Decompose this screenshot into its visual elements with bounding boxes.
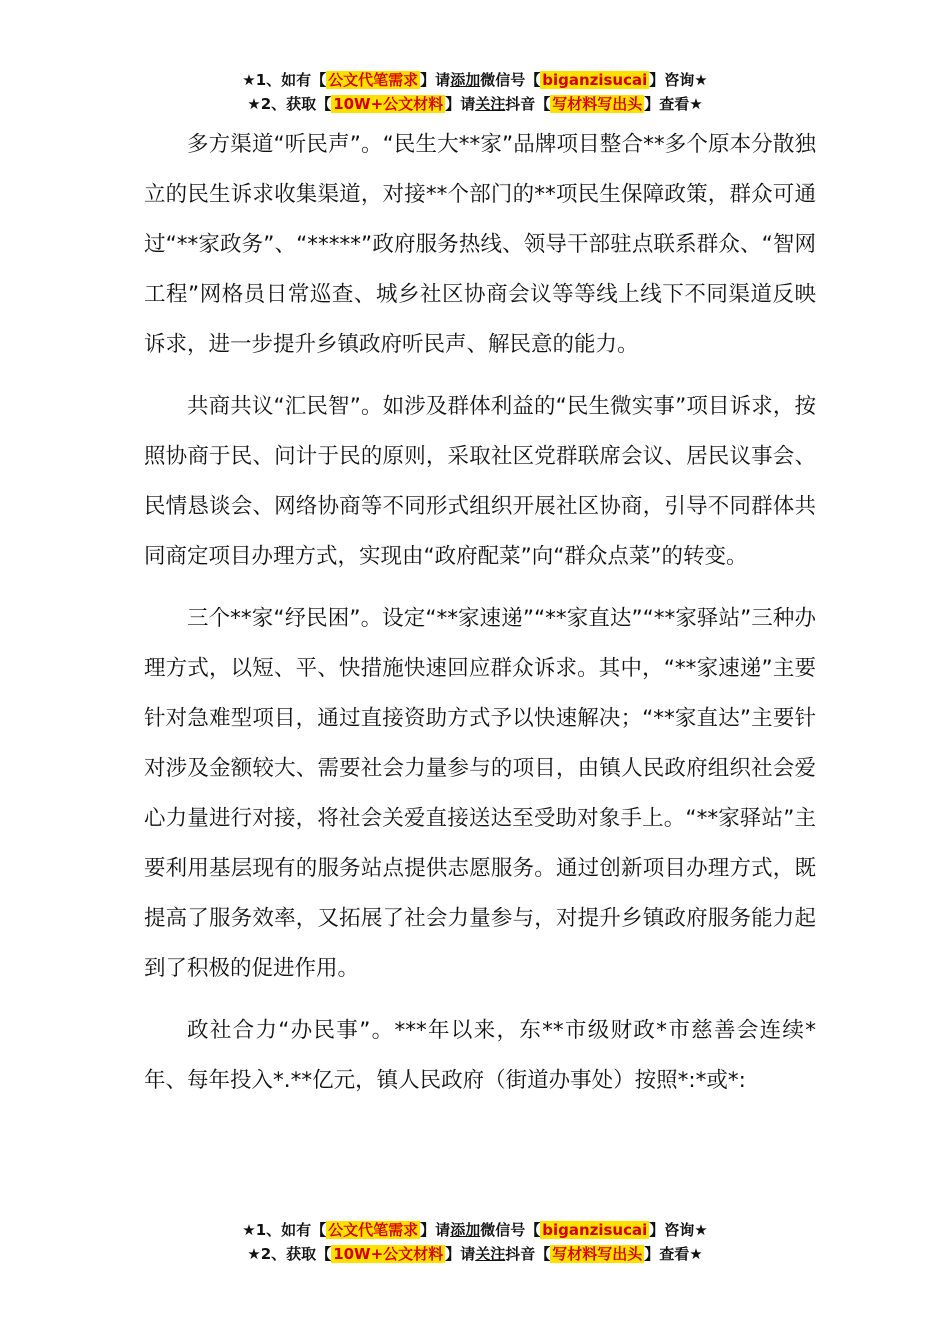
banner-text: 】咨询★: [649, 71, 708, 89]
banner-line-2: [0, 1242, 950, 1266]
paragraph-2: 共商共议“汇民智”。如涉及群体利益的“民生微实事”项目诉求，按照协商于民、问计于民的原则，采取社区党群联席会议、居民议事会、民情恳谈会、网络协商等不同形式组织开展社区协商，引导不同群体共同商定项目办理方式，实现由“政府配菜”向“群众点菜”的转变。: [144, 394, 816, 569]
banner-text: ★2、获取【: [247, 95, 332, 113]
highlight-douyin-id: 写材料写出头: [552, 95, 643, 113]
highlight-materials: 10W+公文材料: [333, 95, 444, 113]
banner-underline-text: 关注: [475, 1245, 506, 1263]
document-body: [144, 120, 816, 1118]
banner-text: 】查看★: [644, 95, 703, 113]
banner-text: 】请: [420, 1221, 451, 1239]
banner-text: 抖音【: [505, 95, 551, 113]
banner-line-1: [0, 1218, 950, 1242]
highlight-ghostwriting: 公文代笔需求: [328, 1221, 419, 1239]
banner-underline-text: 添加: [450, 1221, 481, 1239]
highlight-wechat-id: biganzisucai: [542, 1221, 648, 1239]
header-banner: [0, 68, 950, 116]
highlight-materials: 10W+公文材料: [333, 1245, 444, 1263]
highlight-ghostwriting: 公文代笔需求: [328, 71, 419, 89]
banner-underline-text: 关注: [475, 95, 506, 113]
banner-text: ★1、如有【: [242, 71, 327, 89]
banner-text: 】请: [445, 1245, 476, 1263]
footer-banner: [0, 1218, 950, 1266]
banner-line-2: [0, 92, 950, 116]
paragraph-4: 政社合力“办民事”。***年以来，东**市级财政*市慈善会连续*年、每年投入*.**亿元，镇人民政府（街道办事处）按照*:*或*:: [144, 1018, 816, 1093]
banner-text: 】查看★: [644, 1245, 703, 1263]
banner-text: 】请: [420, 71, 451, 89]
paragraph-3: 三个**家“纾民困”。设定“**家速递”“**家直达”“**家驿站”三种办理方式，以短、平、快措施快速回应群众诉求。其中，“**家速递”主要针对急难型项目，通过直接资助方式予以快速解决；“**家直达”主要针对涉及金额较大、需要社会力量参与的项目，由镇人民政府组织社会爱心力量进行对接，将社会关爱直接送达至受助对象手上。“**家驿站”主要利用基层现有的服务站点提供志愿服务。通过创新项目办理方式，既提高了服务效率，又拓展了社会力量参与，对提升乡镇政府服务能力起到了积极的促进作用。: [144, 606, 816, 981]
banner-text: 微信号【: [480, 1221, 541, 1239]
banner-text: 微信号【: [480, 71, 541, 89]
banner-text: 】咨询★: [649, 1221, 708, 1239]
highlight-wechat-id: biganzisucai: [542, 71, 648, 89]
banner-underline-text: 添加: [450, 71, 481, 89]
banner-line-1: [0, 68, 950, 92]
banner-text: ★1、如有【: [242, 1221, 327, 1239]
highlight-douyin-id: 写材料写出头: [552, 1245, 643, 1263]
banner-text: 抖音【: [505, 1245, 551, 1263]
banner-text: 】请: [445, 95, 476, 113]
paragraph-1: 多方渠道“听民声”。“民生大**家”品牌项目整合**多个原本分散独立的民生诉求收集渠道，对接**个部门的**项民生保障政策，群众可通过“**家政务”、“*****”政府服务热线、领导干部驻点联系群众、“智网工程”网格员日常巡查、城乡社区协商会议等等线上线下不同渠道反映诉求，进一步提升乡镇政府听民声、解民意的能力。: [144, 132, 816, 357]
banner-text: ★2、获取【: [247, 1245, 332, 1263]
